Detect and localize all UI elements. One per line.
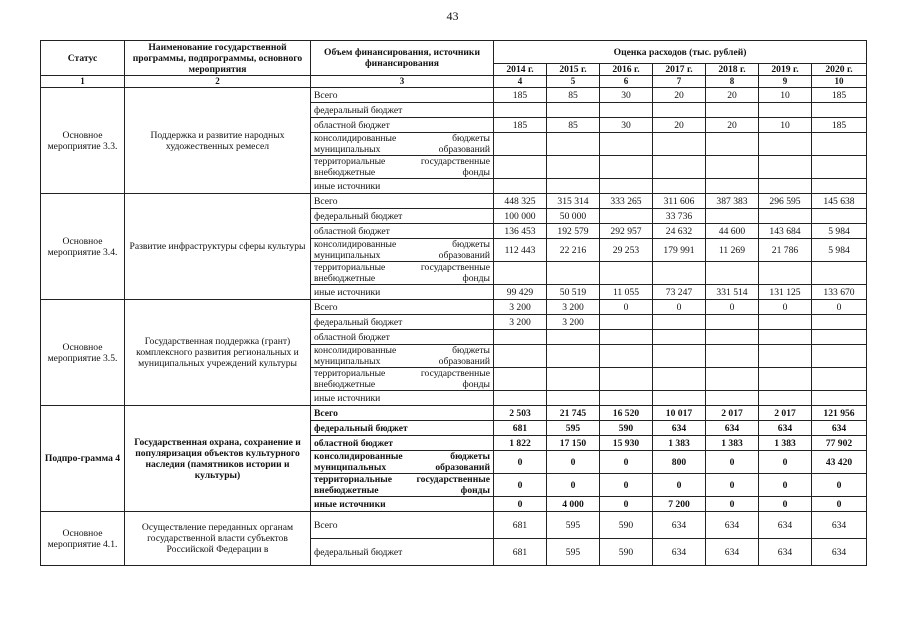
funding-source-cell: областной бюджет bbox=[311, 118, 494, 133]
value-cell: 121 956 bbox=[812, 406, 867, 421]
value-cell bbox=[653, 156, 706, 179]
value-cell: 20 bbox=[653, 118, 706, 133]
value-cell: 50 000 bbox=[547, 209, 600, 224]
funding-source-cell: Всего bbox=[311, 512, 494, 539]
value-cell: 634 bbox=[706, 539, 759, 566]
value-cell bbox=[706, 179, 759, 194]
value-cell bbox=[759, 133, 812, 156]
value-cell bbox=[812, 345, 867, 368]
value-cell bbox=[653, 262, 706, 285]
value-cell: 179 991 bbox=[653, 239, 706, 262]
value-cell: 77 902 bbox=[812, 436, 867, 451]
value-cell bbox=[494, 156, 547, 179]
value-cell: 185 bbox=[812, 88, 867, 103]
value-cell bbox=[759, 156, 812, 179]
funding-source-cell: консолидированные бюджеты муниципальных образований bbox=[311, 239, 494, 262]
value-cell: 1 383 bbox=[653, 436, 706, 451]
value-cell: 0 bbox=[547, 474, 600, 497]
value-cell: 20 bbox=[706, 88, 759, 103]
value-cell: 185 bbox=[812, 118, 867, 133]
col-number: 3 bbox=[311, 76, 494, 88]
value-cell bbox=[812, 103, 867, 118]
value-cell: 315 314 bbox=[547, 194, 600, 209]
value-cell: 44 600 bbox=[706, 224, 759, 239]
col-number: 1 bbox=[41, 76, 125, 88]
value-cell: 2 017 bbox=[706, 406, 759, 421]
value-cell: 0 bbox=[494, 474, 547, 497]
value-cell bbox=[547, 103, 600, 118]
value-cell: 5 984 bbox=[812, 224, 867, 239]
value-cell bbox=[494, 368, 547, 391]
status-cell: Основное мероприятие 4.1. bbox=[41, 512, 125, 566]
status-cell: Основное мероприятие 3.3. bbox=[41, 88, 125, 194]
value-cell: 0 bbox=[494, 451, 547, 474]
value-cell: 800 bbox=[653, 451, 706, 474]
value-cell bbox=[653, 133, 706, 156]
value-cell: 7 200 bbox=[653, 497, 706, 512]
col-number: 5 bbox=[547, 76, 600, 88]
header-source: Объем финансирования, источники финансирования bbox=[311, 41, 494, 76]
funding-source-cell: Всего bbox=[311, 194, 494, 209]
value-cell bbox=[759, 179, 812, 194]
status-cell: Подпро-грамма 4 bbox=[41, 406, 125, 512]
value-cell: 185 bbox=[494, 118, 547, 133]
funding-source-cell: федеральный бюджет bbox=[311, 103, 494, 118]
value-cell: 3 200 bbox=[547, 300, 600, 315]
program-name-cell: Государственная охрана, сохранение и популяризация объектов культурного наследия (памятников истории и культуры) bbox=[125, 406, 311, 512]
value-cell bbox=[600, 103, 653, 118]
value-cell: 0 bbox=[812, 474, 867, 497]
value-cell bbox=[653, 315, 706, 330]
value-cell: 20 bbox=[706, 118, 759, 133]
value-cell bbox=[812, 315, 867, 330]
value-cell: 296 595 bbox=[759, 194, 812, 209]
page-number: 43 bbox=[446, 9, 459, 23]
value-cell: 11 055 bbox=[600, 285, 653, 300]
funding-source-cell: областной бюджет bbox=[311, 330, 494, 345]
value-cell bbox=[600, 179, 653, 194]
status-cell: Основное мероприятие 3.4. bbox=[41, 194, 125, 300]
funding-source-cell: федеральный бюджет bbox=[311, 421, 494, 436]
value-cell: 85 bbox=[547, 118, 600, 133]
value-cell: 634 bbox=[653, 421, 706, 436]
value-cell: 0 bbox=[600, 300, 653, 315]
value-cell: 634 bbox=[812, 512, 867, 539]
value-cell: 590 bbox=[600, 421, 653, 436]
funding-source-cell: иные источники bbox=[311, 497, 494, 512]
value-cell: 0 bbox=[812, 497, 867, 512]
value-cell bbox=[653, 368, 706, 391]
value-cell bbox=[706, 330, 759, 345]
value-cell: 0 bbox=[706, 300, 759, 315]
funding-source-cell: консолидированные бюджеты муниципальных образований bbox=[311, 451, 494, 474]
value-cell bbox=[600, 156, 653, 179]
value-cell: 448 325 bbox=[494, 194, 547, 209]
value-cell bbox=[706, 133, 759, 156]
header-estimate: Оценка расходов (тыс. рублей) bbox=[494, 41, 867, 64]
value-cell bbox=[494, 330, 547, 345]
value-cell: 16 520 bbox=[600, 406, 653, 421]
value-cell bbox=[706, 156, 759, 179]
value-cell bbox=[812, 368, 867, 391]
value-cell: 0 bbox=[759, 497, 812, 512]
value-cell: 681 bbox=[494, 421, 547, 436]
value-cell bbox=[706, 391, 759, 406]
header-year: 2019 г. bbox=[759, 64, 812, 76]
budget-table bbox=[40, 40, 867, 566]
value-cell: 73 247 bbox=[653, 285, 706, 300]
value-cell bbox=[706, 262, 759, 285]
value-cell: 24 632 bbox=[653, 224, 706, 239]
value-cell bbox=[653, 391, 706, 406]
col-number: 7 bbox=[653, 76, 706, 88]
program-name-cell: Развитие инфраструктуры сферы культуры bbox=[125, 194, 311, 300]
value-cell bbox=[600, 133, 653, 156]
funding-source-cell: территориальные государственные внебюджетные фонды bbox=[311, 262, 494, 285]
value-cell: 387 383 bbox=[706, 194, 759, 209]
value-cell: 30 bbox=[600, 88, 653, 103]
value-cell: 33 736 bbox=[653, 209, 706, 224]
value-cell: 1 383 bbox=[759, 436, 812, 451]
funding-source-cell: Всего bbox=[311, 300, 494, 315]
value-cell bbox=[547, 368, 600, 391]
value-cell: 3 200 bbox=[494, 315, 547, 330]
value-cell bbox=[653, 103, 706, 118]
value-cell bbox=[547, 345, 600, 368]
value-cell: 634 bbox=[759, 512, 812, 539]
value-cell: 590 bbox=[600, 539, 653, 566]
value-cell: 0 bbox=[812, 300, 867, 315]
value-cell: 15 930 bbox=[600, 436, 653, 451]
value-cell: 85 bbox=[547, 88, 600, 103]
funding-source-cell: Всего bbox=[311, 88, 494, 103]
value-cell bbox=[812, 156, 867, 179]
value-cell: 3 200 bbox=[547, 315, 600, 330]
funding-source-cell: областной бюджет bbox=[311, 436, 494, 451]
funding-source-cell: консолидированные бюджеты муниципальных образований bbox=[311, 133, 494, 156]
header-year: 2020 г. bbox=[812, 64, 867, 76]
funding-source-cell: иные источники bbox=[311, 285, 494, 300]
value-cell: 17 150 bbox=[547, 436, 600, 451]
value-cell: 2 503 bbox=[494, 406, 547, 421]
table-row bbox=[41, 88, 867, 103]
value-cell: 634 bbox=[812, 421, 867, 436]
funding-source-cell: областной бюджет bbox=[311, 224, 494, 239]
value-cell: 634 bbox=[706, 421, 759, 436]
funding-source-cell: федеральный бюджет bbox=[311, 315, 494, 330]
program-name-cell: Осуществление переданных органам государственной власти субъектов Российской Федерации в bbox=[125, 512, 311, 566]
funding-source-cell: Всего bbox=[311, 406, 494, 421]
value-cell: 22 216 bbox=[547, 239, 600, 262]
value-cell bbox=[812, 330, 867, 345]
value-cell: 595 bbox=[547, 539, 600, 566]
program-name-cell: Государственная поддержка (грант) комплексного развития региональных и муниципальных учреждений культуры bbox=[125, 300, 311, 406]
value-cell: 333 265 bbox=[600, 194, 653, 209]
value-cell: 1 383 bbox=[706, 436, 759, 451]
value-cell bbox=[600, 315, 653, 330]
value-cell bbox=[653, 330, 706, 345]
value-cell: 0 bbox=[759, 300, 812, 315]
value-cell: 131 125 bbox=[759, 285, 812, 300]
value-cell bbox=[812, 391, 867, 406]
value-cell: 634 bbox=[759, 539, 812, 566]
value-cell: 590 bbox=[600, 512, 653, 539]
value-cell bbox=[759, 262, 812, 285]
value-cell: 0 bbox=[706, 474, 759, 497]
value-cell bbox=[706, 368, 759, 391]
funding-source-cell: консолидированные бюджеты муниципальных образований bbox=[311, 345, 494, 368]
value-cell: 11 269 bbox=[706, 239, 759, 262]
header-year: 2016 г. bbox=[600, 64, 653, 76]
value-cell bbox=[494, 179, 547, 194]
value-cell: 21 786 bbox=[759, 239, 812, 262]
value-cell: 0 bbox=[653, 300, 706, 315]
value-cell: 192 579 bbox=[547, 224, 600, 239]
value-cell bbox=[812, 209, 867, 224]
value-cell: 634 bbox=[706, 512, 759, 539]
value-cell: 10 017 bbox=[653, 406, 706, 421]
funding-source-cell: федеральный бюджет bbox=[311, 539, 494, 566]
value-cell: 10 bbox=[759, 118, 812, 133]
value-cell bbox=[706, 345, 759, 368]
value-cell bbox=[547, 156, 600, 179]
value-cell bbox=[547, 262, 600, 285]
value-cell bbox=[547, 391, 600, 406]
value-cell: 133 670 bbox=[812, 285, 867, 300]
funding-source-cell: иные источники bbox=[311, 391, 494, 406]
value-cell: 634 bbox=[812, 539, 867, 566]
funding-source-cell: территориальные государственные внебюджетные фонды bbox=[311, 368, 494, 391]
value-cell bbox=[600, 391, 653, 406]
value-cell bbox=[547, 133, 600, 156]
value-cell bbox=[759, 315, 812, 330]
status-cell: Основное мероприятие 3.5. bbox=[41, 300, 125, 406]
col-number: 8 bbox=[706, 76, 759, 88]
value-cell: 143 684 bbox=[759, 224, 812, 239]
value-cell: 0 bbox=[600, 497, 653, 512]
value-cell bbox=[547, 179, 600, 194]
value-cell: 0 bbox=[759, 474, 812, 497]
value-cell bbox=[706, 103, 759, 118]
value-cell bbox=[494, 391, 547, 406]
value-cell bbox=[494, 133, 547, 156]
value-cell: 0 bbox=[706, 451, 759, 474]
value-cell bbox=[706, 209, 759, 224]
value-cell: 0 bbox=[600, 451, 653, 474]
value-cell: 0 bbox=[600, 474, 653, 497]
col-number: 9 bbox=[759, 76, 812, 88]
value-cell bbox=[494, 345, 547, 368]
value-cell: 136 453 bbox=[494, 224, 547, 239]
value-cell: 99 429 bbox=[494, 285, 547, 300]
program-name-cell: Поддержка и развитие народных художественных ремесел bbox=[125, 88, 311, 194]
value-cell: 10 bbox=[759, 88, 812, 103]
value-cell: 112 443 bbox=[494, 239, 547, 262]
value-cell: 21 745 bbox=[547, 406, 600, 421]
col-number: 4 bbox=[494, 76, 547, 88]
value-cell: 43 420 bbox=[812, 451, 867, 474]
header-year: 2017 г. bbox=[653, 64, 706, 76]
table-row bbox=[41, 194, 867, 209]
header-status: Статус bbox=[41, 41, 125, 76]
value-cell: 0 bbox=[494, 497, 547, 512]
value-cell: 50 519 bbox=[547, 285, 600, 300]
value-cell: 0 bbox=[653, 474, 706, 497]
table-row bbox=[41, 300, 867, 315]
value-cell bbox=[547, 330, 600, 345]
funding-source-cell: федеральный бюджет bbox=[311, 209, 494, 224]
value-cell: 100 000 bbox=[494, 209, 547, 224]
value-cell: 185 bbox=[494, 88, 547, 103]
col-number: 10 bbox=[812, 76, 867, 88]
value-cell: 0 bbox=[759, 451, 812, 474]
value-cell bbox=[600, 368, 653, 391]
value-cell: 0 bbox=[547, 451, 600, 474]
value-cell bbox=[706, 315, 759, 330]
funding-source-cell: территориальные государственные внебюджетные фонды bbox=[311, 156, 494, 179]
funding-source-cell: территориальные государственные внебюджетные фонды bbox=[311, 474, 494, 497]
value-cell bbox=[812, 179, 867, 194]
table-row bbox=[41, 406, 867, 421]
value-cell: 20 bbox=[653, 88, 706, 103]
value-cell: 29 253 bbox=[600, 239, 653, 262]
value-cell: 595 bbox=[547, 512, 600, 539]
value-cell bbox=[812, 262, 867, 285]
value-cell: 311 606 bbox=[653, 194, 706, 209]
value-cell bbox=[653, 345, 706, 368]
value-cell bbox=[759, 103, 812, 118]
value-cell: 1 822 bbox=[494, 436, 547, 451]
value-cell bbox=[812, 133, 867, 156]
value-cell: 4 000 bbox=[547, 497, 600, 512]
value-cell: 5 984 bbox=[812, 239, 867, 262]
value-cell: 595 bbox=[547, 421, 600, 436]
value-cell bbox=[600, 262, 653, 285]
header-year: 2015 г. bbox=[547, 64, 600, 76]
value-cell: 30 bbox=[600, 118, 653, 133]
value-cell: 634 bbox=[759, 421, 812, 436]
value-cell bbox=[759, 345, 812, 368]
value-cell bbox=[600, 209, 653, 224]
value-cell: 3 200 bbox=[494, 300, 547, 315]
value-cell: 331 514 bbox=[706, 285, 759, 300]
value-cell: 634 bbox=[653, 539, 706, 566]
value-cell: 2 017 bbox=[759, 406, 812, 421]
col-number: 6 bbox=[600, 76, 653, 88]
table-row bbox=[41, 512, 867, 539]
value-cell: 681 bbox=[494, 539, 547, 566]
value-cell bbox=[759, 391, 812, 406]
col-number: 2 bbox=[125, 76, 311, 88]
header-name: Наименование государственной программы, подпрограммы, основного мероприятия bbox=[125, 41, 311, 76]
value-cell: 681 bbox=[494, 512, 547, 539]
value-cell: 0 bbox=[706, 497, 759, 512]
header-year: 2018 г. bbox=[706, 64, 759, 76]
value-cell: 634 bbox=[653, 512, 706, 539]
value-cell bbox=[759, 209, 812, 224]
value-cell: 292 957 bbox=[600, 224, 653, 239]
value-cell bbox=[759, 330, 812, 345]
value-cell bbox=[600, 345, 653, 368]
value-cell bbox=[494, 103, 547, 118]
value-cell: 145 638 bbox=[812, 194, 867, 209]
value-cell bbox=[600, 330, 653, 345]
value-cell bbox=[494, 262, 547, 285]
funding-source-cell: иные источники bbox=[311, 179, 494, 194]
value-cell bbox=[759, 368, 812, 391]
header-year: 2014 г. bbox=[494, 64, 547, 76]
value-cell bbox=[653, 179, 706, 194]
